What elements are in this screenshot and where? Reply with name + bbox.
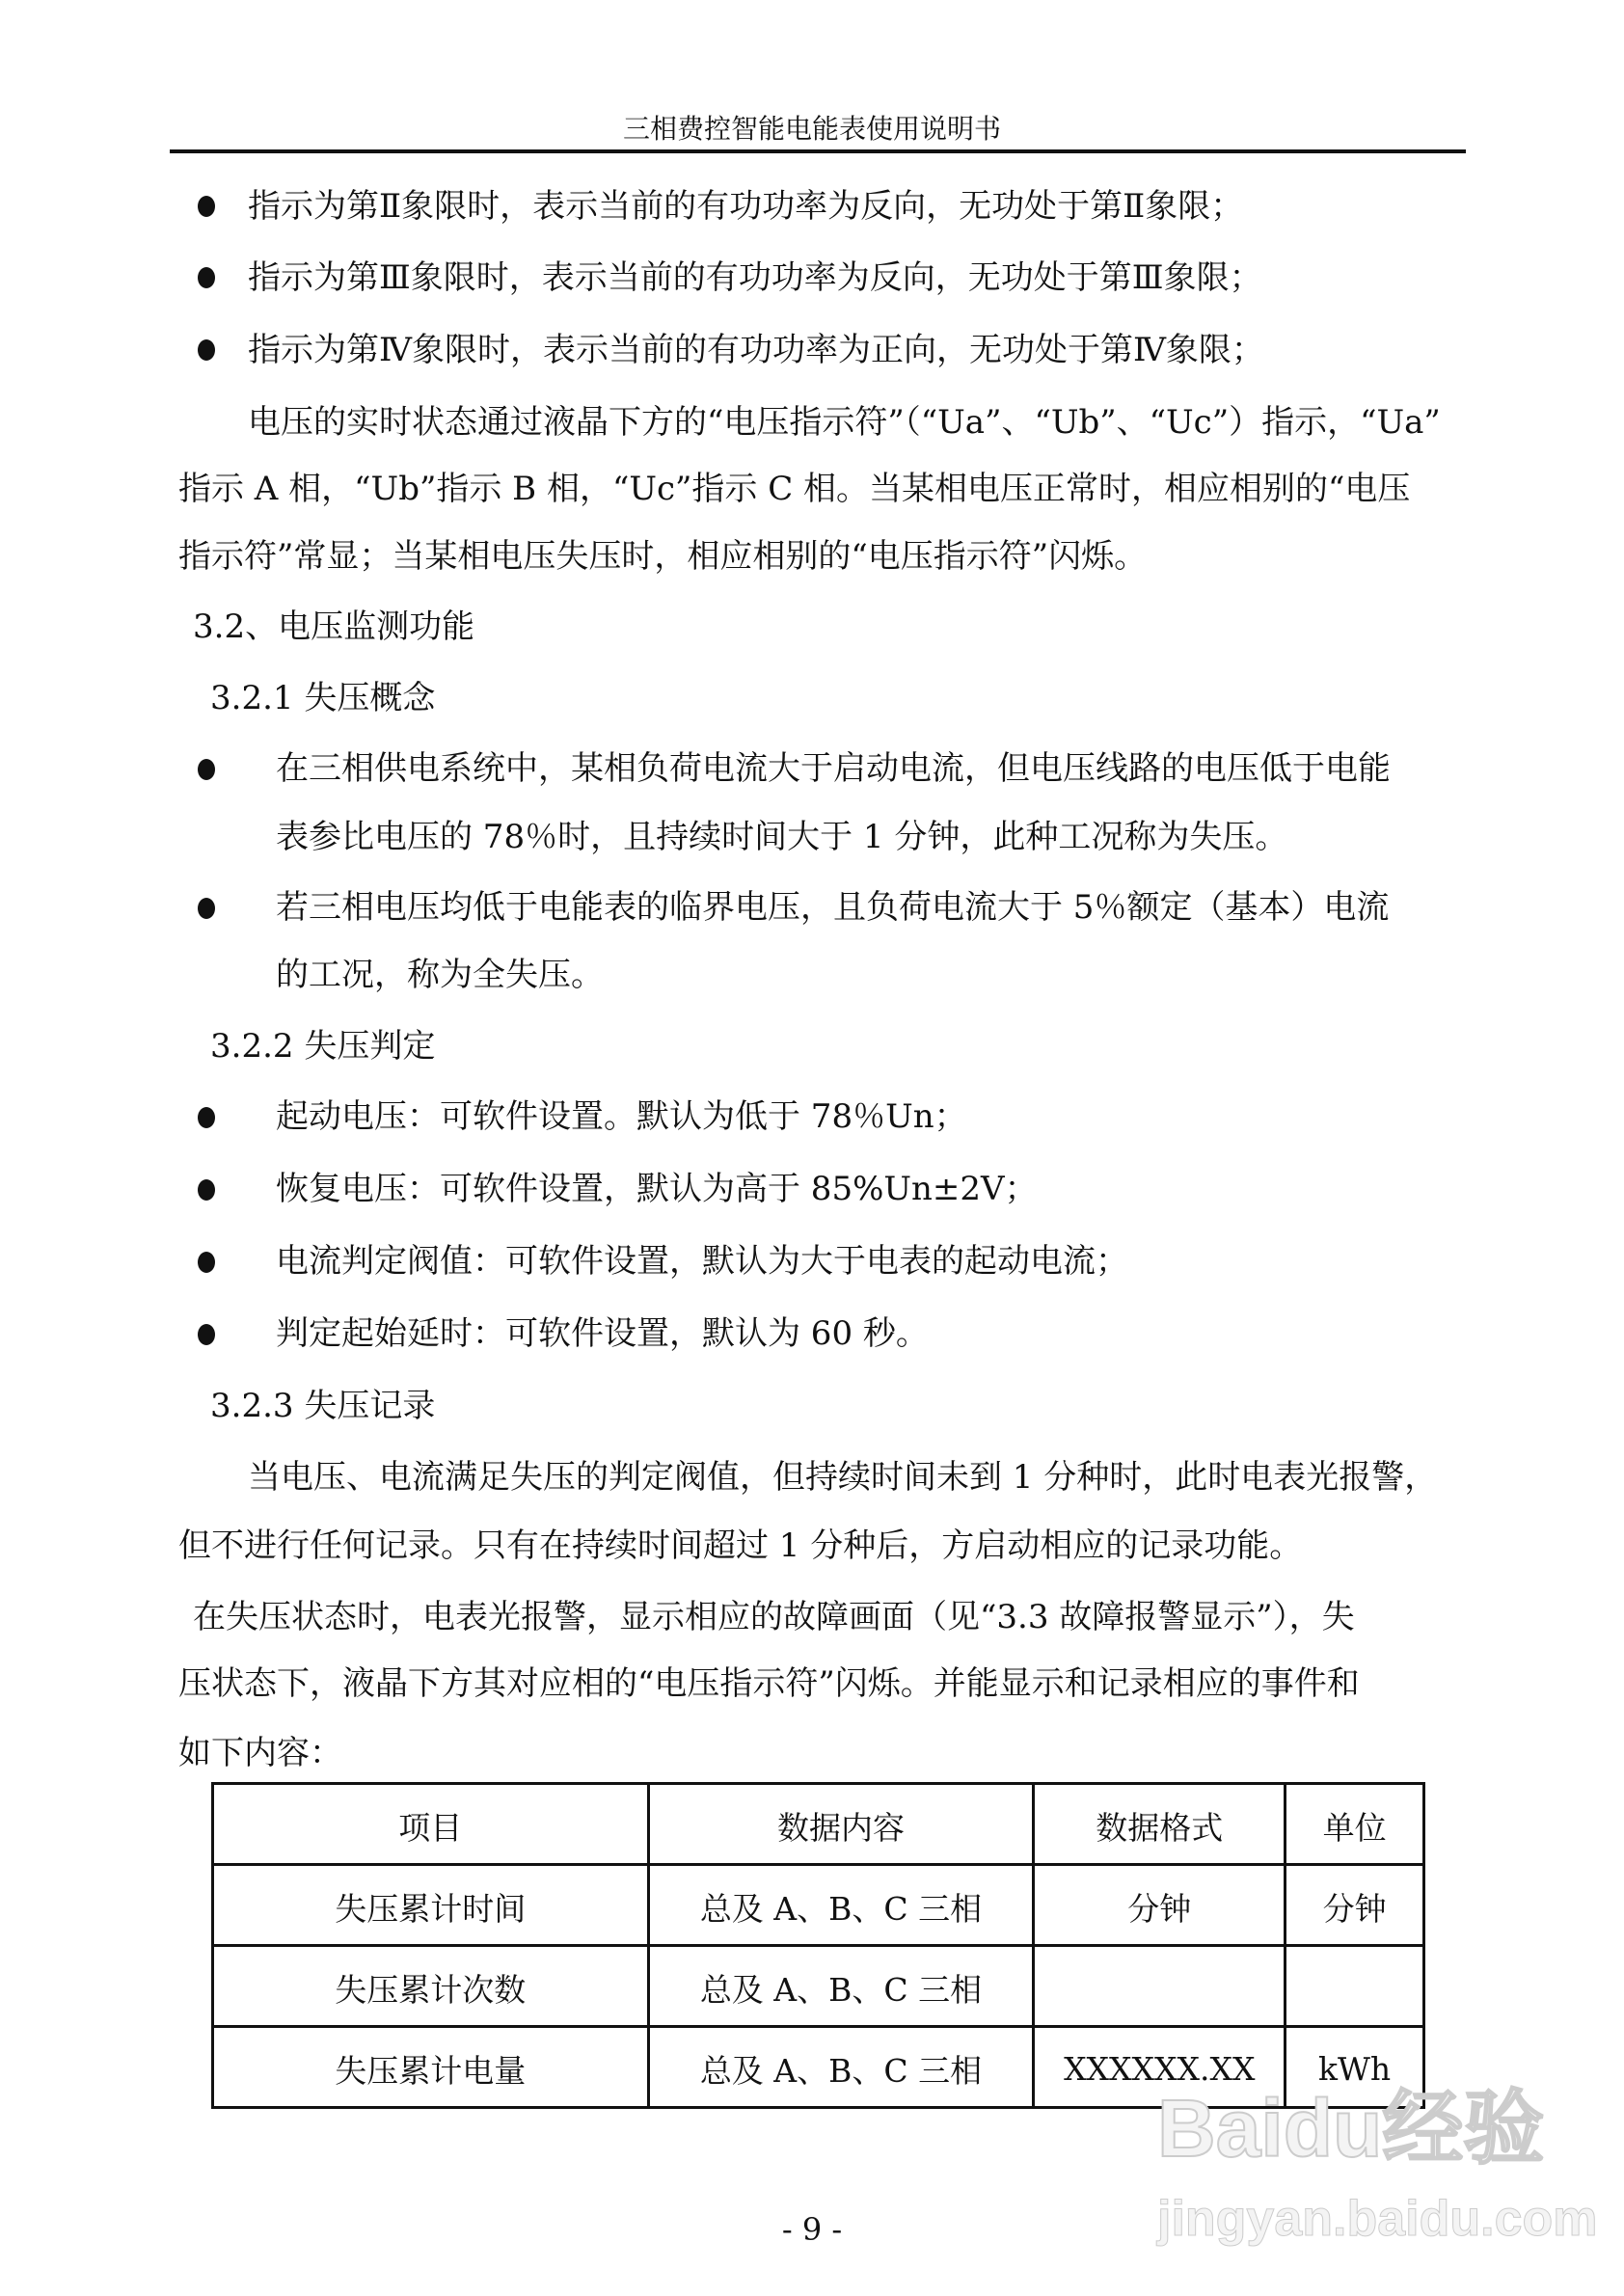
bullet-icon: [198, 267, 215, 288]
list-item: 指示为第Ⅱ象限时，表示当前的有功功率为反向，无功处于第Ⅱ象限；: [248, 187, 1244, 226]
subsection-heading: 3.2.3 失压记录: [210, 1387, 436, 1425]
bullet-icon: [198, 759, 215, 780]
paragraph-line: 如下内容：: [178, 1734, 342, 1772]
table-cell: 总及 A、B、C 三相: [648, 2027, 1034, 2108]
section-heading: 3.2、电压监测功能: [193, 608, 475, 646]
table-cell: 分钟: [1034, 1865, 1286, 1946]
header-cell: 数据内容: [648, 1784, 1034, 1865]
table-cell: kWh: [1286, 2027, 1424, 2108]
list-item: 表参比电压的 78％时，且持续时间大于 1 分钟，此种工况称为失压。: [276, 818, 1288, 856]
bullet-icon: [198, 1107, 215, 1128]
paragraph-line: 在失压状态时，电表光报警，显示相应的故障画面（见“3.3 故障报警显示”），失: [193, 1598, 1355, 1636]
header-cell: 单位: [1286, 1784, 1424, 1865]
watermark-url: jingyan.baidu.com: [1157, 2191, 1598, 2247]
list-item: 指示为第Ⅲ象限时，表示当前的有功功率为反向，无功处于第Ⅲ象限；: [248, 258, 1262, 297]
header-rule: [170, 149, 1466, 153]
bullet-icon: [198, 196, 215, 217]
list-item: 的工况，称为全失压。: [276, 956, 604, 994]
list-item: 判定起始延时：可软件设置，默认为 60 秒。: [276, 1314, 929, 1353]
table-cell: [1286, 1946, 1424, 2027]
header-title: 三相费控智能电能表使用说明书: [622, 113, 1001, 145]
bullet-icon: [198, 1179, 215, 1201]
list-item: 起动电压：可软件设置。默认为低于 78％Un；: [276, 1097, 967, 1136]
bullet-icon: [198, 339, 215, 361]
table-cell: 总及 A、B、C 三相: [648, 1946, 1034, 2027]
table-header-row: [213, 1784, 1424, 1865]
paragraph-line: 压状态下，液晶下方其对应相的“电压指示符”闪烁。并能显示和记录相应的事件和: [178, 1664, 1360, 1703]
table-cell: [1034, 1946, 1286, 2027]
header-cell: 项目: [213, 1784, 649, 1865]
list-item: 电流判定阀值：可软件设置，默认为大于电表的起动电流；: [276, 1242, 1128, 1281]
list-item: 指示为第Ⅳ象限时，表示当前的有功功率为正向，无功处于第Ⅳ象限；: [248, 331, 1264, 369]
table-cell: 失压累计时间: [213, 1865, 649, 1946]
table-row: [213, 1865, 1424, 1946]
page-number: - 9 -: [781, 2211, 843, 2248]
bullet-icon: [198, 1252, 215, 1273]
table-cell: 分钟: [1286, 1865, 1424, 1946]
table-cell: 总及 A、B、C 三相: [648, 1865, 1034, 1946]
paragraph-line: 指示符”常显；当某相电压失压时，相应相别的“电压指示符”闪烁。: [178, 537, 1148, 576]
paragraph-line: 当电压、电流满足失压的判定阀值，但持续时间未到 1 分种时，此时电表光报警，: [248, 1458, 1438, 1497]
subsection-heading: 3.2.2 失压判定: [210, 1027, 436, 1066]
bullet-icon: [198, 898, 215, 919]
table-cell: XXXXXX.XX: [1034, 2027, 1286, 2108]
list-item: 若三相电压均低于电能表的临界电压，且负荷电流大于 5％额定（基本）电流: [276, 888, 1390, 927]
bullet-icon: [198, 1324, 215, 1345]
list-item: 在三相供电系统中，某相负荷电流大于启动电流，但电压线路的电压低于电能: [276, 749, 1391, 788]
loss-voltage-record-table: [211, 1782, 1425, 2109]
paragraph-line: 电压的实时状态通过液晶下方的“电压指示符”（“Ua”、“Ub”、“Uc”）指示，“Ua”: [248, 403, 1441, 442]
header-cell: 数据格式: [1034, 1784, 1286, 1865]
paragraph-line: 但不进行任何记录。只有在持续时间超过 1 分种后，方启动相应的记录功能。: [178, 1526, 1303, 1565]
paragraph-line: 指示 A 相，“Ub”指示 B 相，“Uc”指示 C 相。当某相电压正常时，相应相别的“电压: [178, 470, 1411, 508]
list-item: 恢复电压：可软件设置，默认为高于 85%Un±2V；: [276, 1170, 1038, 1208]
subsection-heading: 3.2.1 失压概念: [210, 679, 436, 717]
table-row: [213, 1946, 1424, 2027]
table-cell: 失压累计电量: [213, 2027, 649, 2108]
table-cell: 失压累计次数: [213, 1946, 649, 2027]
watermark-logo: Baidu经验: [1157, 2083, 1545, 2174]
